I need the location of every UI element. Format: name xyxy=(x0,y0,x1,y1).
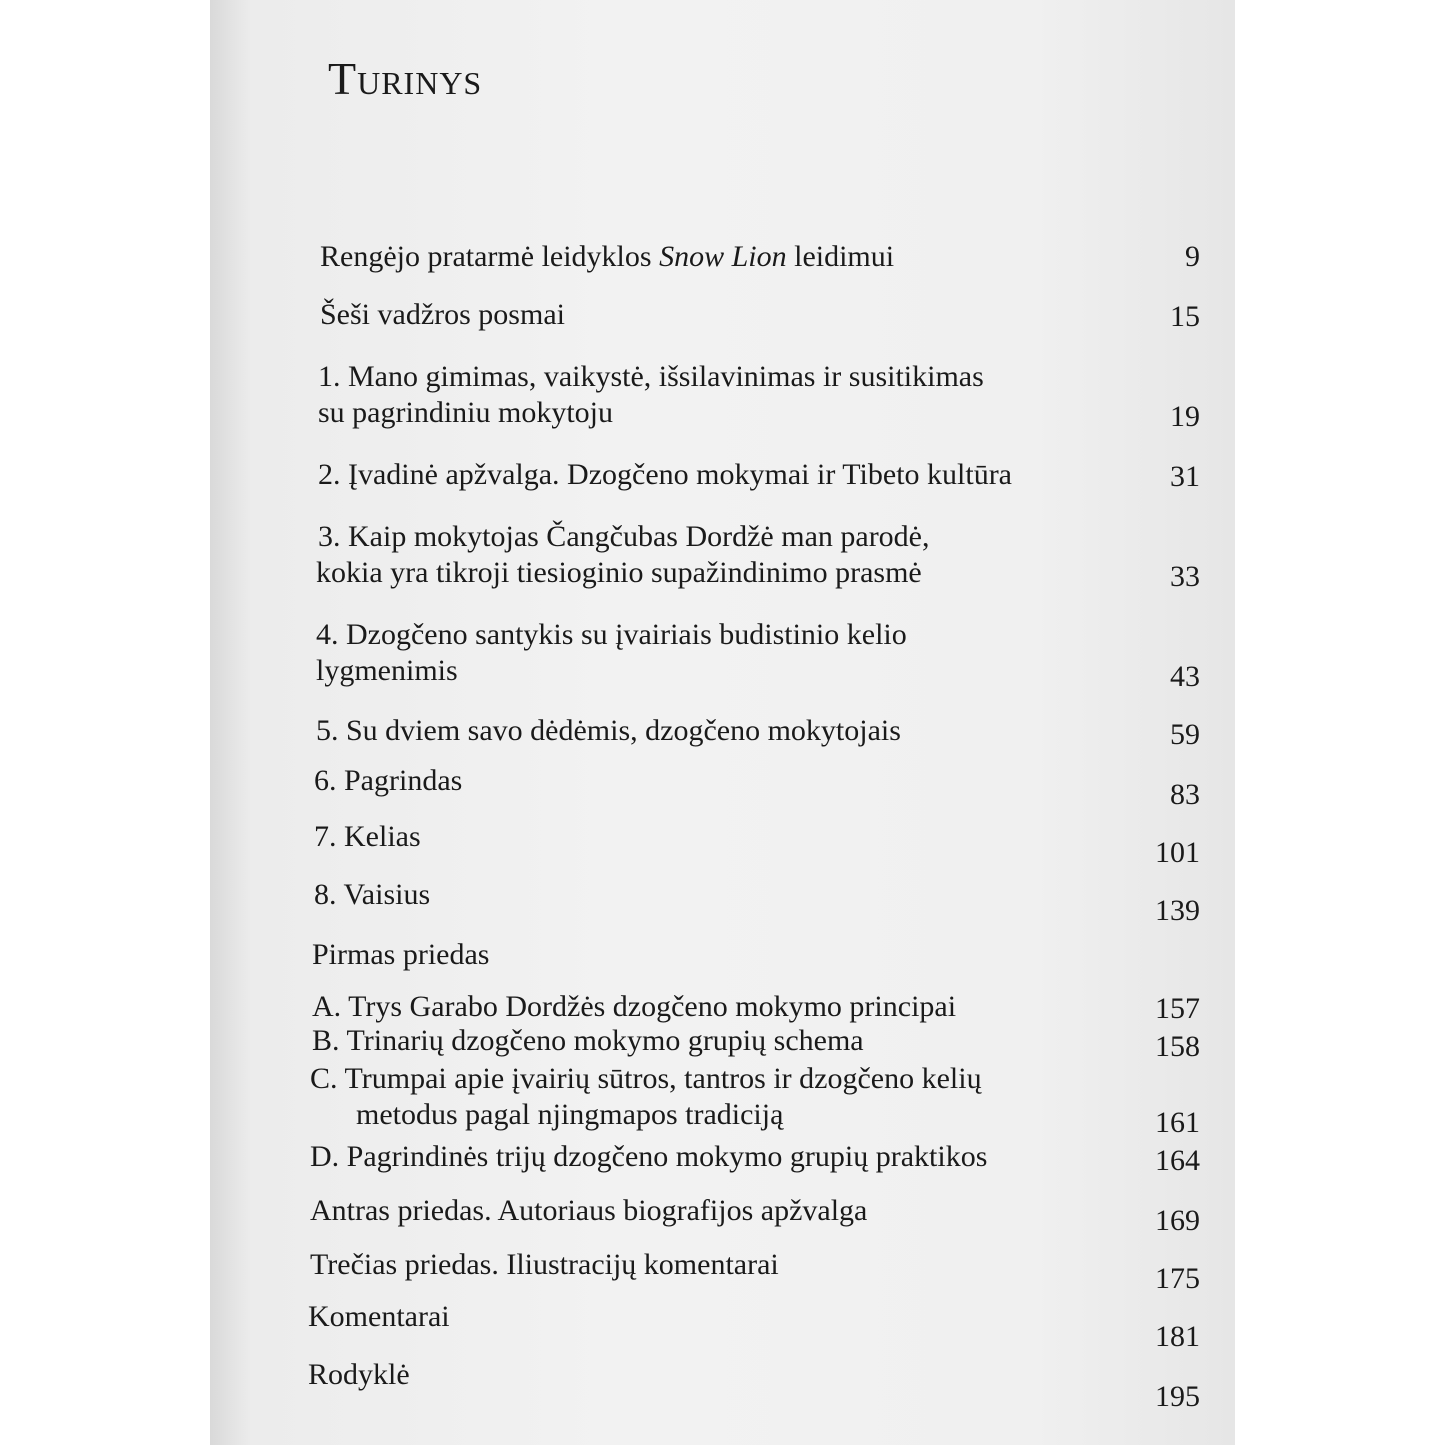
toc-entry-title: 3. Kaip mokytojas Čangčubas Dordžė man parodė, xyxy=(318,520,930,553)
toc-page-number: 158 xyxy=(1155,1030,1200,1063)
toc-entry-title: 6. Pagrindas xyxy=(314,764,463,797)
toc-entry-title: 4. Dzogčeno santykis su įvairiais budistinio kelio xyxy=(316,618,907,651)
toc-page-number: 175 xyxy=(1155,1262,1200,1295)
toc-entry-title-cont: metodus pagal njingmapos tradiciją xyxy=(356,1098,784,1131)
toc-entry-title: Trečias priedas. Iliustracijų komentarai xyxy=(310,1248,779,1281)
toc-page-number: 59 xyxy=(1170,718,1200,751)
toc-entry-title: 2. Įvadinė apžvalga. Dzogčeno mokymai ir Tibeto kultūra xyxy=(318,458,1012,491)
toc-page-number: 139 xyxy=(1155,894,1200,927)
toc-page-number: 83 xyxy=(1170,778,1200,811)
toc-entry-title: 7. Kelias xyxy=(314,820,421,853)
toc-page-number: 169 xyxy=(1155,1204,1200,1237)
toc-page-number: 164 xyxy=(1155,1144,1200,1177)
toc-page-number: 101 xyxy=(1155,836,1200,869)
toc-entry-title: B. Trinarių dzogčeno mokymo grupių schema xyxy=(312,1024,864,1057)
toc-page-number: 43 xyxy=(1170,660,1200,693)
toc-entry-title-cont: su pagrindiniu mokytoju xyxy=(318,396,613,429)
toc-entry-title: D. Pagrindinės trijų dzogčeno mokymo grupių praktikos xyxy=(310,1140,988,1173)
toc-page-number: 195 xyxy=(1155,1380,1200,1413)
toc-entry-title-cont: kokia yra tikroji tiesioginio supažindinimo prasmė xyxy=(316,556,922,589)
toc-entry-title: 8. Vaisius xyxy=(314,878,431,911)
toc-page-number: 9 xyxy=(1185,240,1200,273)
toc-page-number: 31 xyxy=(1170,460,1200,493)
toc-title-italic: Snow Lion xyxy=(659,240,787,273)
toc-entry-title: Komentarai xyxy=(308,1300,450,1333)
toc-entry-title-cont: lygmenimis xyxy=(316,654,458,687)
toc-entry-title: Antras priedas. Autoriaus biografijos apžvalga xyxy=(310,1194,868,1227)
toc-page-number: 33 xyxy=(1170,560,1200,593)
toc-entry-title: Rodyklė xyxy=(308,1358,410,1391)
toc-page-number: 19 xyxy=(1170,400,1200,433)
toc-entry-title xyxy=(320,240,894,274)
toc-entry-title: 5. Su dviem savo dėdėmis, dzogčeno mokytojais xyxy=(316,714,901,747)
toc-page-number: 15 xyxy=(1170,300,1200,333)
book-page xyxy=(210,0,1235,1445)
toc-entry-title: Šeši vadžros posmai xyxy=(320,298,565,331)
toc-entry-title: A. Trys Garabo Dordžės dzogčeno mokymo principai xyxy=(312,990,957,1023)
page-title: Turinys xyxy=(328,53,483,104)
toc-page-number: 157 xyxy=(1155,992,1200,1025)
toc-entry-title: 1. Mano gimimas, vaikystė, išsilavinimas ir susitikimas xyxy=(318,360,984,393)
toc-title-text: leidimui xyxy=(786,240,895,273)
toc-section-heading: Pirmas priedas xyxy=(312,938,490,971)
toc-title-text: Rengėjo pratarmė leidyklos xyxy=(320,240,660,273)
toc-page-number: 161 xyxy=(1155,1106,1200,1139)
toc-entry-title: C. Trumpai apie įvairių sūtros, tantros ir dzogčeno kelių xyxy=(310,1062,982,1095)
toc-page-number: 181 xyxy=(1155,1320,1200,1353)
